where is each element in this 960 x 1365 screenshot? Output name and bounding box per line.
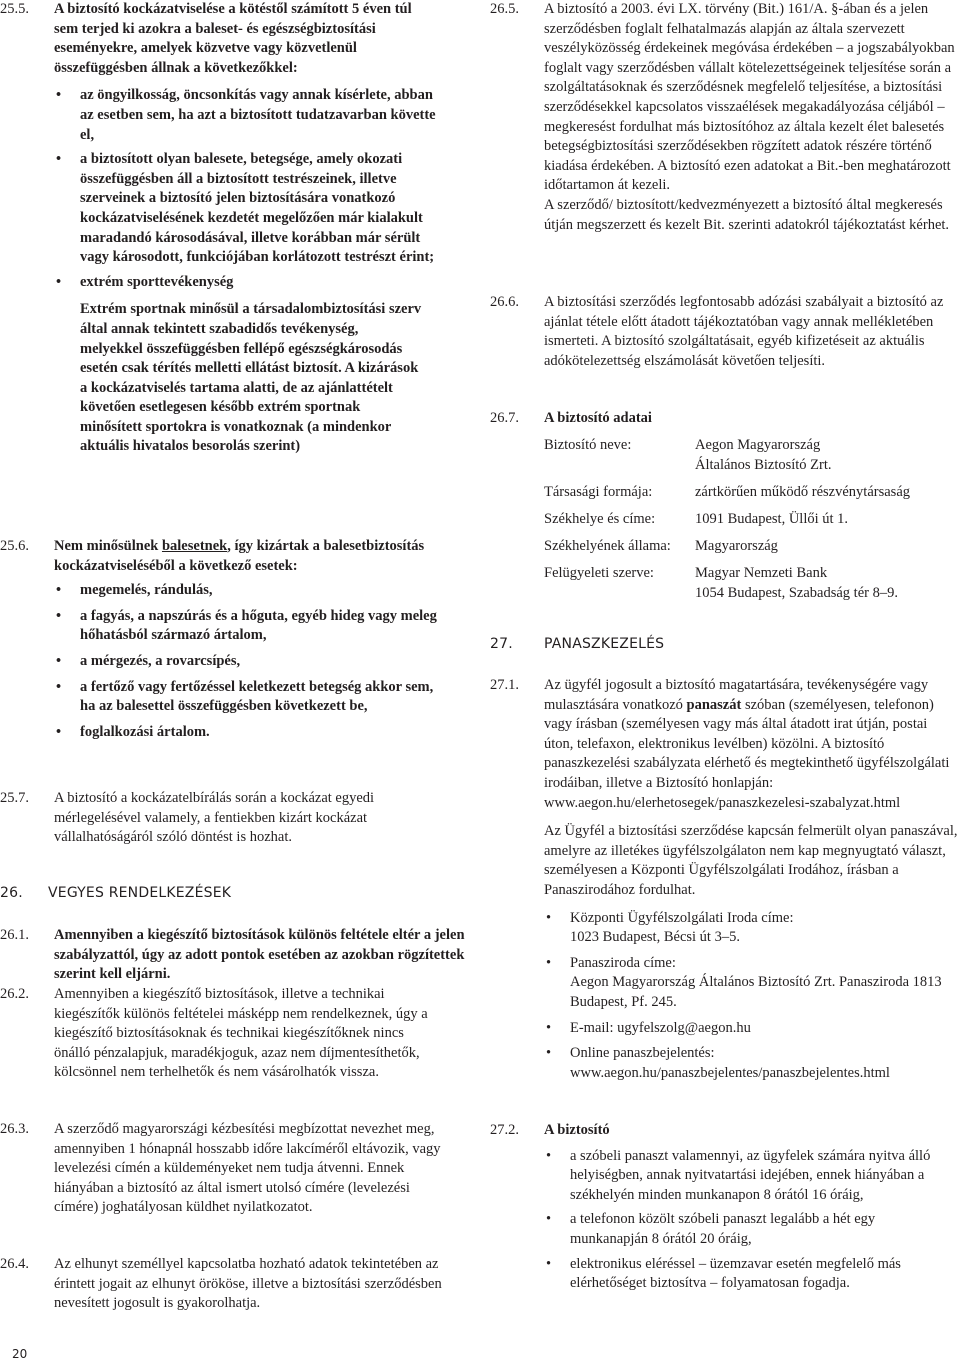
clause-27-1	[490, 676, 960, 1083]
underlined-term: balesetnek	[161, 538, 228, 554]
contact-label: • E-mail: ugyfelszolg@aegon.hu	[570, 1019, 751, 1036]
clause-text: A biztosítási szerződés legfontosabb adózási szabályait a biztosító az ajánlat tétele előtt átadott tájékoztatóban vagy annak mellékletében ismerteti. A biztosító szolgáltatásait, egyéb kifizetéseit az aktuális adókötelezettség elszámolását követően teljesíti.	[544, 294, 944, 369]
list-item: • az öngyilkosság, öncsonkítás vagy annak kísérlete, abban az esetben sem, ha azt a biztosított tudatzavarban követte el,	[54, 86, 446, 145]
section-heading-26	[0, 885, 231, 901]
list-item: • a biztosított olyan balesete, betegsége, amely okozati összefüggésben áll a biztosított testrészeinek, illetve szerveinek a biztosító jelen biztosítására vonatkozó kockázatviselésének kezdetét megelőzően már kialakult maradandó károsodásával, illetve korábban már sérült vagy károsodott, funkciójában korlátozott testrészt érint;	[54, 150, 446, 268]
contact-list	[544, 909, 960, 1084]
clause-number: 26.4.	[0, 1256, 29, 1272]
row-label: Székhelye és címe:	[544, 511, 656, 527]
clause-text-post: , így kizártak a balesetbiztosítás kockázatviseléséből a következő esetek:	[54, 538, 425, 574]
non-accident-list	[54, 581, 466, 742]
list-item	[544, 954, 960, 1013]
list-item	[544, 1019, 960, 1039]
row-label: Székhelyének állama:	[544, 538, 671, 554]
clause-26-4	[0, 1255, 468, 1314]
section-number: 26.	[0, 885, 23, 901]
clause-26-6	[490, 293, 960, 371]
list-item: • a telefonon közölt szóbeli panaszt legalább a hét egy munkanapján 8 órától 20 óráig,	[544, 1210, 910, 1249]
clause-26-2	[0, 985, 468, 1083]
bold-term: panaszát	[686, 696, 742, 713]
clause-number: 26.6.	[490, 294, 519, 310]
row-value: 1091 Budapest, Üllői út 1.	[695, 511, 849, 527]
clause-number: 26.7.	[490, 410, 519, 426]
contact-value: www.aegon.hu/panaszbejelentes/panaszbejelentes.html	[570, 1064, 890, 1081]
list-item: • a fertőző vagy fertőzéssel keletkezett betegség akkor sem, ha az balesettel összefüggésben következett be,	[54, 678, 440, 717]
clause-number: 27.1.	[490, 677, 519, 693]
reception-list	[544, 1147, 960, 1294]
clause-25-6	[0, 537, 468, 742]
clause-text: A szerződő magyarországi kézbesítési megbízottat nevezhet meg, amennyiben 1 hónapnál hosszabb időre lakcíméről eltávozik, vagy levelezési címén a küldeményeket nem tudja átvenni. Ennek hiányában a biztosító az által ismert utolsó címére (levelezési címére) joghatályosan küldhet nyilatkozatot.	[54, 1121, 441, 1216]
clause-title: A biztosító	[544, 1122, 610, 1138]
list-item: • extrém sporttevékenység	[54, 273, 434, 293]
contact-value: 1023 Budapest, Bécsi út 3–5.	[570, 929, 740, 946]
clause-paragraph: A szerződő/ biztosított/kedvezményezett a biztosító által megkeresés útján megszerzett és kezelt Bit. szerinti adatokról tájékoztatást kérhet.	[544, 196, 950, 233]
exclusion-list	[54, 86, 434, 292]
clause-number: 26.5.	[490, 1, 519, 17]
clause-number: 25.5.	[0, 1, 29, 17]
clause-number: 25.7.	[0, 790, 29, 806]
row-value-continued: 1054 Budapest, Szabadság tér 8–9.	[695, 584, 898, 601]
clause-text: Amennyiben a kiegészítő biztosítások különös feltétele eltér a jelen szabályzattól, úgy az adott pontok esetében az azokban rögzítettek szerint kell eljárni.	[54, 927, 465, 983]
row-value: Aegon Magyarország	[695, 437, 821, 453]
section-title: PANASZKEZELÉS	[544, 636, 665, 652]
section-title: VEGYES RENDELKEZÉSEK	[48, 885, 232, 901]
list-item: • a szóbeli panaszt valamennyi, az ügyfelek számára nyitva álló helyiségben, annak nyitvatartási idejében, ennek hiányában a székhelyén minden munkanapon 8 órától 16 óráig,	[544, 1147, 950, 1206]
clause-text-pre: Nem minősülnek	[54, 538, 162, 554]
row-value-continued: Általános Biztosító Zrt.	[695, 456, 832, 473]
clause-25-7	[0, 789, 468, 848]
page-number: 20	[12, 1347, 28, 1361]
clause-26-1	[0, 926, 468, 985]
list-item: • foglalkozási ártalom.	[54, 723, 466, 743]
contact-label: • Központi Ügyfélszolgálati Iroda címe:	[570, 909, 794, 926]
clause-number: 26.1.	[0, 927, 29, 943]
list-item: • megemelés, rándulás,	[54, 581, 466, 601]
contact-label: • Online panaszbejelentés:	[570, 1045, 715, 1062]
list-item	[544, 909, 960, 948]
clause-paragraph: A biztosító a 2003. évi LX. törvény (Bit.) 161/A. §-ában és a jelen szerződésben foglalt felhatalmazás alapján az általa szervezett veszélyközösség érdekeinek megóvása érdekében – a jogszabályokban foglalt vagy szerződésben vállalt kötelezettségeinek teljesítése során a szolgáltatásoknak és szerződésnek megfelelő teljesítése, a biztosítási szerződésekkel kapcsolatos visszaélések megakadályozása céljából – megkeresést fordulhat más biztosítóhoz az általa kezelt élet balesetés betegségbiztosítási szerződésekben rögzített adatok részére történő kiadása érdekében. A biztosító ezen adatokat a Bit.-ben meghatározott időtartamon át kezeli.	[544, 1, 955, 194]
list-item: • elektronikus eléréssel – üzemzavar esetén megfelelő más elérhetőséget biztosítva – folyamatosan fogadja.	[544, 1255, 950, 1294]
clause-26-5	[490, 0, 960, 235]
list-item	[544, 1044, 960, 1083]
clause-number: 27.2.	[490, 1122, 519, 1138]
clause-intro: A biztosító kockázatviselése a kötéstől számított 5 éven túl sem terjed ki azokra a baleset- és egészségbiztosítási eseményekre, amelyek közvetve vagy közvetlenül összefüggésben állnak a következőkkel:	[54, 1, 412, 76]
insurer-data-table	[544, 436, 954, 611]
clause-number: 26.3.	[0, 1121, 29, 1137]
clause-25-5	[0, 0, 468, 457]
clause-text: Amennyiben a kiegészítő biztosítások, illetve a technikai kiegészítők különös feltételei másképp nem rendelkeznek, úgy a kiegészítő biztosításoknak és technikai kiegészítőknek nincs önálló pénzalapjuk, maradékjoguk, azaz nem díjmentesíthetők, kölcsönnel nem terhelhetők és nem vásárolhatók vissza.	[54, 986, 428, 1081]
row-label: Társasági formája:	[544, 484, 653, 500]
section-heading-27	[490, 636, 664, 652]
clause-text-pre: Az ügyfél jogosult a biztosító magatartására, tevékenységére vagy mulasztására vonatkozó	[544, 677, 929, 713]
clause-number: 26.2.	[0, 986, 29, 1002]
clause-text: Az elhunyt személlyel kapcsolatba hozható adatok tekintetében az érintett jogait az elhunyt örököse, illetve a biztosítási szerződésben nevesített jogosult is gyakorolhatja.	[54, 1256, 442, 1312]
clause-text-post: szóban (személyesen, telefonon) vagy írásban (személyesen vagy más által átadott irat útján, postai úton, telefaxon, elektronikus levélben) közölni. A biztosító panaszkezelési szabályzata elérhető és megtekinthető ügyfélszolgálati irodáiban, illetve a Biztosító honlapján: www.aegon.hu/elerhetosegek/panaszkezelesi-szabalyzat.html	[544, 696, 950, 811]
row-label: Felügyeleti szerve:	[544, 565, 654, 581]
clause-paragraph: Az Ügyfél a biztosítási szerződése kapcsán felmerült olyan panaszával, amelyre az illetékes ügyfélszolgálaton nem kap megnyugtató választ, személyesen a Központi Ügyfélszolgálati Irodához, írásban a Panaszirodához fordulhat.	[544, 823, 958, 898]
clause-number: 25.6.	[0, 538, 29, 554]
row-value: Magyarország	[695, 538, 778, 554]
clause-title: A biztosító adatai	[544, 410, 652, 426]
row-label: Biztosító neve:	[544, 437, 632, 453]
clause-27-2	[490, 1121, 960, 1294]
contact-label: • Panasziroda címe:	[570, 954, 676, 971]
section-number: 27.	[490, 636, 513, 652]
clause-26-3	[0, 1120, 468, 1218]
clause-26-7	[490, 409, 960, 429]
contact-value: Aegon Magyarország Általános Biztosító Zrt. Panasziroda 1813 Budapest, Pf. 245.	[570, 974, 942, 1010]
list-item: • a fagyás, a napszúrás és a hőguta, egyéb hideg vagy meleg hőhatásból származó ártalom,	[54, 607, 440, 646]
row-value: zártkörűen működő részvénytársaság	[695, 484, 911, 500]
list-item: • a mérgezés, a rovarcsípés,	[54, 652, 466, 672]
row-value: Magyar Nemzeti Bank	[695, 565, 828, 581]
extreme-sport-definition: Extrém sportnak minősül a társadalombiztosítási szerv által annak tekintett szabadidős tevékenység, melyekkel összefüggésben fellépő egészségkárosodás esetén csak térítés melletti ellátást biztosít. A kizárások a kockázatviselés tartama alatti, de az ajánlattételt követően esetlegesen később extrém sportnak minősített sportokra is vonatkoznak (a mindenkor aktuális hivatalos besorolás szerint)	[80, 301, 422, 455]
clause-text: A biztosító a kockázatelbírálás során a kockázat egyedi mérlegelésével valamely, a fentiekben kizárt kockázat vállalhatóságáról szóló döntést is hozhat.	[54, 790, 375, 846]
